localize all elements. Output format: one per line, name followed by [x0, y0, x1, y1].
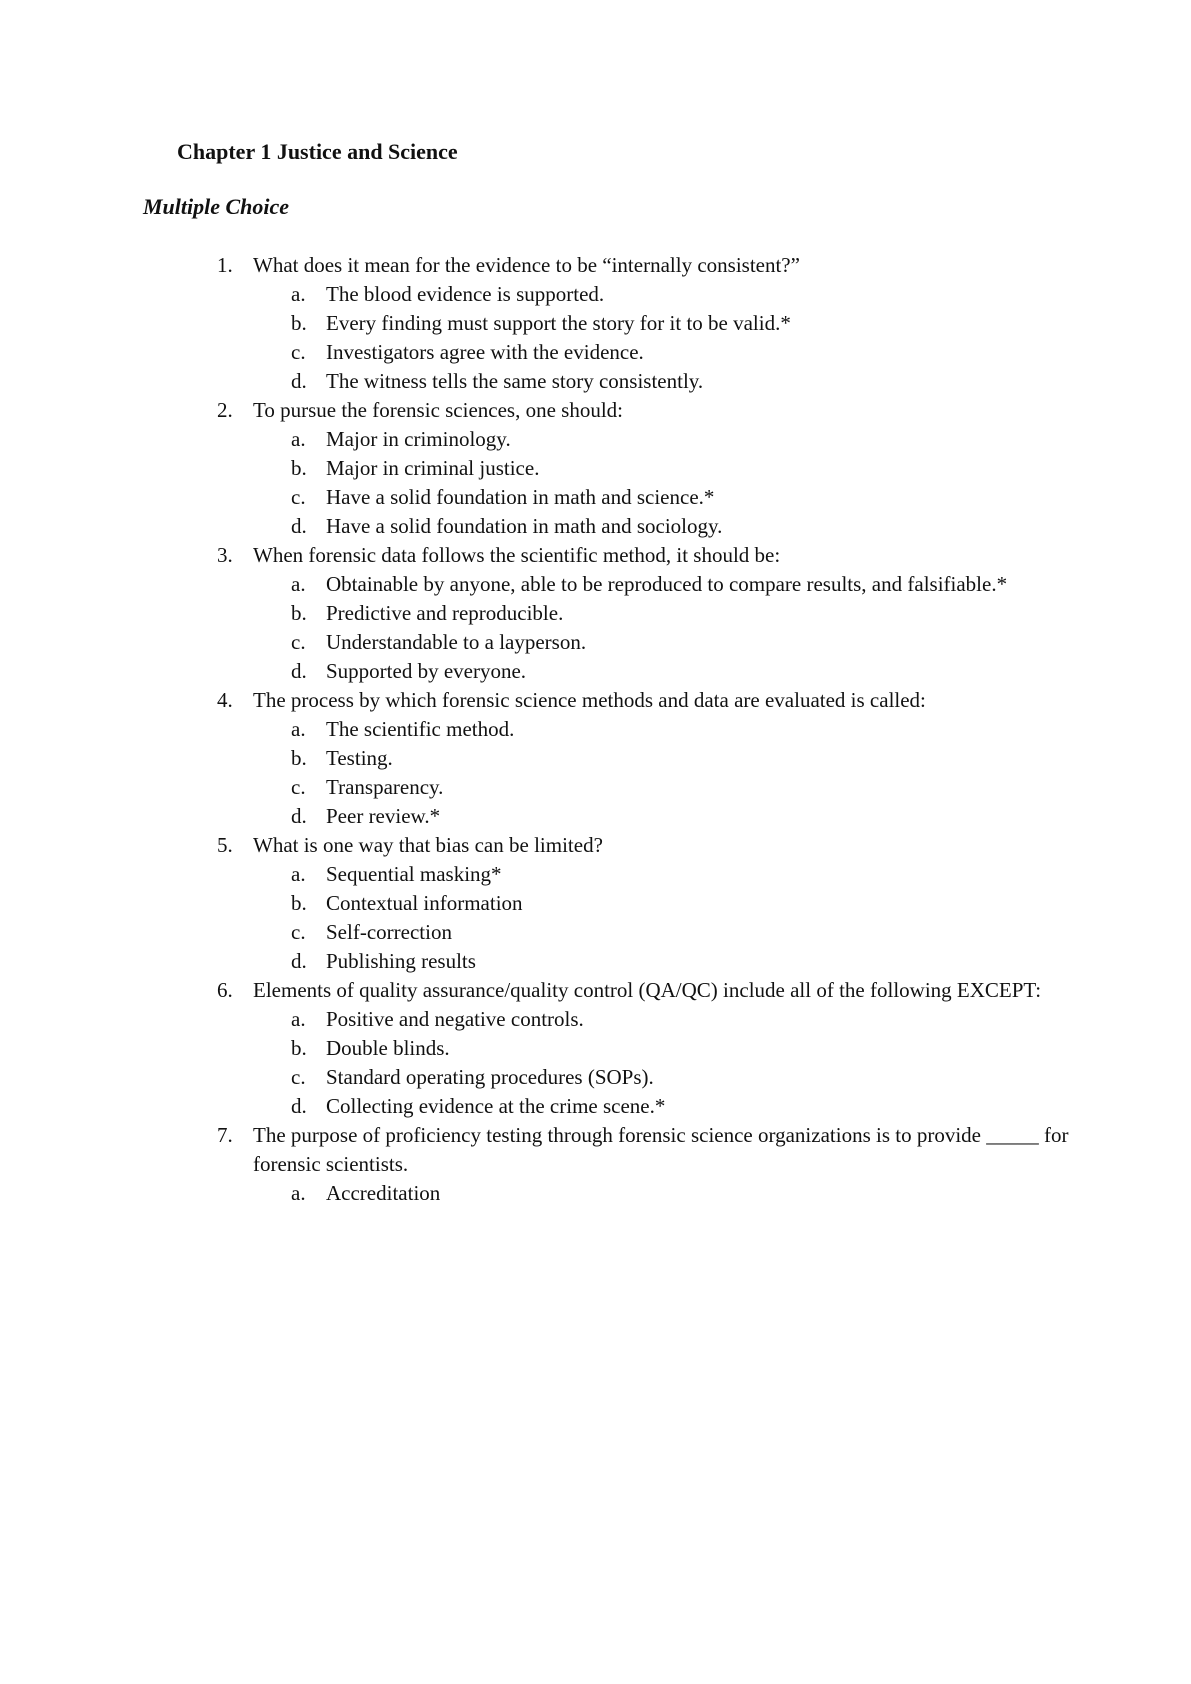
option-text: Sequential masking*: [326, 862, 502, 886]
answer-option: [253, 280, 1071, 309]
option-letter: b.: [291, 456, 307, 480]
question-item: [0, 976, 1191, 1121]
option-letter: b.: [291, 891, 307, 915]
chapter-title: Chapter 1 Justice and Science: [177, 139, 458, 164]
option-letter: b.: [291, 601, 307, 625]
option-text: Peer review.*: [326, 804, 441, 828]
option-text: Predictive and reproducible.: [326, 601, 564, 625]
answer-option: [253, 889, 1071, 918]
question-number: 7.: [217, 1123, 233, 1147]
option-text: Understandable to a layperson.: [326, 630, 587, 654]
answer-options: [253, 570, 1071, 686]
option-text: Transparency.: [326, 775, 444, 799]
option-text: Accreditation: [326, 1181, 441, 1205]
answer-option: [253, 860, 1071, 889]
option-letter: a.: [291, 282, 306, 306]
option-letter: b.: [291, 1036, 307, 1060]
option-text: Major in criminology.: [326, 427, 511, 451]
answer-option: [253, 715, 1071, 744]
question-number: 1.: [217, 253, 233, 277]
option-text: The blood evidence is supported.: [326, 282, 605, 306]
option-letter: d.: [291, 659, 307, 683]
option-letter: b.: [291, 746, 307, 770]
option-letter: d.: [291, 514, 307, 538]
answer-option: [253, 367, 1071, 396]
answer-option: [253, 947, 1071, 976]
answer-options: [253, 715, 1071, 831]
question-text: What is one way that bias can be limited?: [253, 833, 603, 857]
option-text: Testing.: [326, 746, 393, 770]
question-number: 4.: [217, 688, 233, 712]
option-letter: b.: [291, 311, 307, 335]
answer-options: [253, 425, 1071, 541]
answer-option: [253, 599, 1071, 628]
question-text: Elements of quality assurance/quality control (QA/QC) include all of the following EXCEPT:: [253, 978, 1042, 1002]
question-text: The purpose of proficiency testing through forensic science organizations is to provide _____ for forensic scientists.: [253, 1123, 1069, 1176]
option-text: Have a solid foundation in math and sociology.: [326, 514, 723, 538]
option-letter: a.: [291, 1181, 306, 1205]
question-item: [0, 541, 1191, 686]
question-text: To pursue the forensic sciences, one should:: [253, 398, 624, 422]
option-letter: d.: [291, 1094, 307, 1118]
question-text: When forensic data follows the scientific method, it should be:: [253, 543, 781, 567]
question-item: [0, 396, 1191, 541]
question-number: 6.: [217, 978, 233, 1002]
answer-option: [253, 338, 1071, 367]
answer-option: [253, 628, 1071, 657]
answer-option: [253, 1034, 1071, 1063]
option-letter: a.: [291, 717, 306, 741]
question-text: The process by which forensic science methods and data are evaluated is called:: [253, 688, 926, 712]
answer-option: [253, 483, 1071, 512]
question-item: [0, 1121, 1191, 1208]
option-text: The scientific method.: [326, 717, 515, 741]
option-letter: c.: [291, 485, 306, 509]
option-letter: a.: [291, 572, 306, 596]
question-number: 2.: [217, 398, 233, 422]
option-letter: c.: [291, 1065, 306, 1089]
answer-option: [253, 802, 1071, 831]
option-letter: a.: [291, 862, 306, 886]
option-letter: a.: [291, 427, 306, 451]
answer-option: [253, 1063, 1071, 1092]
answer-options: [253, 860, 1071, 976]
option-text: Positive and negative controls.: [326, 1007, 584, 1031]
option-text: Contextual information: [326, 891, 523, 915]
answer-options: [253, 1005, 1071, 1121]
option-text: Standard operating procedures (SOPs).: [326, 1065, 654, 1089]
question-number: 5.: [217, 833, 233, 857]
option-text: The witness tells the same story consistently.: [326, 369, 704, 393]
answer-option: [253, 918, 1071, 947]
section-title: Multiple Choice: [143, 194, 290, 219]
option-text: Every finding must support the story for it to be valid.*: [326, 311, 791, 335]
answer-option: [253, 512, 1071, 541]
answer-option: [253, 425, 1071, 454]
option-text: Supported by everyone.: [326, 659, 527, 683]
option-letter: c.: [291, 775, 306, 799]
question-item: [0, 686, 1191, 831]
option-text: Self-correction: [326, 920, 452, 944]
option-letter: c.: [291, 340, 306, 364]
answer-option: [253, 570, 1071, 599]
option-letter: c.: [291, 920, 306, 944]
option-text: Investigators agree with the evidence.: [326, 340, 644, 364]
question-text: What does it mean for the evidence to be “internally consistent?”: [253, 253, 800, 277]
answer-option: [253, 744, 1071, 773]
option-text: Publishing results: [326, 949, 476, 973]
option-letter: d.: [291, 949, 307, 973]
question-item: [0, 251, 1191, 396]
option-letter: d.: [291, 804, 307, 828]
answer-option: [253, 657, 1071, 686]
option-text: Collecting evidence at the crime scene.*: [326, 1094, 666, 1118]
answer-options: [253, 280, 1071, 396]
question-number: 3.: [217, 543, 233, 567]
answer-option: [253, 454, 1071, 483]
answer-option: [253, 773, 1071, 802]
answer-option: [253, 1179, 1071, 1208]
answer-option: [253, 1092, 1071, 1121]
answer-option: [253, 309, 1071, 338]
option-text: Double blinds.: [326, 1036, 450, 1060]
option-text: Major in criminal justice.: [326, 456, 540, 480]
option-text: Have a solid foundation in math and science.*: [326, 485, 715, 509]
option-letter: c.: [291, 630, 306, 654]
answer-options: [253, 1179, 1071, 1208]
option-letter: d.: [291, 369, 307, 393]
question-item: [0, 831, 1191, 976]
option-text: Obtainable by anyone, able to be reproduced to compare results, and falsifiable.*: [326, 572, 1008, 596]
answer-option: [253, 1005, 1071, 1034]
option-letter: a.: [291, 1007, 306, 1031]
question-list: [0, 251, 1191, 1208]
